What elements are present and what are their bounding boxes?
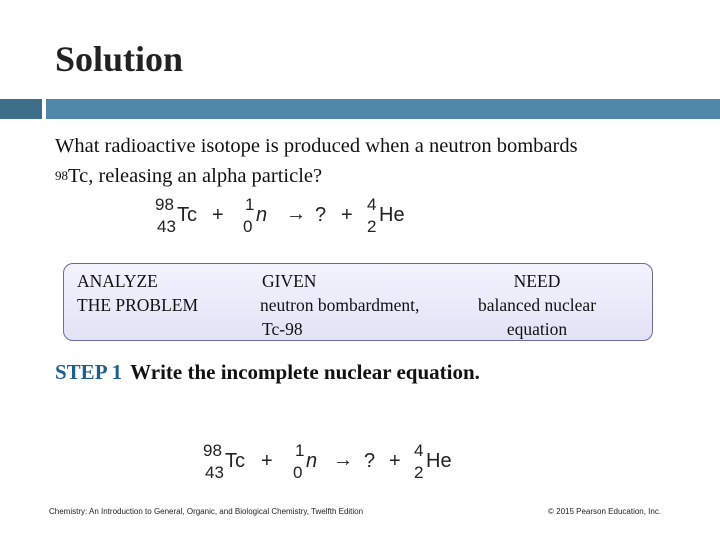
plus-sign: + [389, 450, 401, 472]
given-heading: GIVEN [262, 271, 317, 291]
helium-symbol: He [379, 204, 405, 226]
tc-mass-number: 98 [155, 195, 174, 214]
helium-mass-number: 4 [414, 441, 424, 460]
given-column [260, 269, 419, 341]
need-column [462, 269, 612, 341]
neutron-atomic-number: 0 [293, 463, 303, 482]
given-line1: neutron bombardment, [260, 295, 420, 315]
title-underline-bar [46, 99, 720, 119]
need-line2: equation [506, 319, 568, 339]
tc-symbol: Tc [225, 450, 245, 472]
need-line1: balanced nuclear [477, 295, 597, 315]
analyze-label-line2: THE PROBLEM [77, 295, 199, 315]
title-underline-accent [0, 99, 42, 119]
plus-sign: + [341, 204, 353, 226]
analyze-panel [63, 263, 653, 341]
neutron-symbol: n [256, 204, 268, 226]
analyze-column [77, 269, 198, 317]
tc-atomic-number: 43 [205, 463, 224, 482]
neutron-atomic-number: 0 [243, 217, 253, 236]
question-line2: Tc, releasing an alpha particle? [68, 165, 323, 187]
slide-title: Solution [55, 39, 184, 79]
reaction-arrow: → [286, 203, 306, 225]
helium-atomic-number: 2 [367, 217, 377, 236]
helium-mass-number: 4 [367, 195, 377, 214]
tc-atomic-number: 43 [157, 217, 176, 236]
helium-symbol: He [426, 450, 452, 472]
neutron-mass-number: 1 [245, 195, 255, 214]
given-line2: Tc-98 [262, 319, 303, 339]
nuclear-equation-1 [155, 195, 415, 241]
step-text: Write the incomplete nuclear equation. [130, 360, 480, 384]
analyze-label: ANALYZE [77, 271, 158, 291]
question-text [55, 131, 695, 191]
footer-book-title: Chemistry: An Introduction to General, Organic, and Biological Chemistry, Twelfth Edition [49, 507, 364, 516]
step-heading [55, 360, 480, 385]
question-mass-number: 98 [55, 168, 68, 183]
neutron-mass-number: 1 [295, 441, 305, 460]
step-label: STEP 1 [55, 360, 123, 384]
need-heading: NEED [513, 271, 561, 291]
tc-symbol: Tc [177, 204, 197, 226]
footer-copyright: © 2015 Pearson Education, Inc. [548, 507, 662, 516]
helium-atomic-number: 2 [414, 463, 424, 482]
neutron-symbol: n [306, 450, 318, 472]
question-line1: What radioactive isotope is produced when a neutron bombards [55, 135, 578, 157]
unknown-product: ? [315, 204, 327, 226]
unknown-product: ? [364, 450, 376, 472]
reaction-arrow: → [333, 449, 353, 471]
plus-sign: + [212, 204, 224, 226]
tc-mass-number: 98 [203, 441, 222, 460]
nuclear-equation-2 [203, 441, 463, 487]
plus-sign: + [261, 450, 273, 472]
